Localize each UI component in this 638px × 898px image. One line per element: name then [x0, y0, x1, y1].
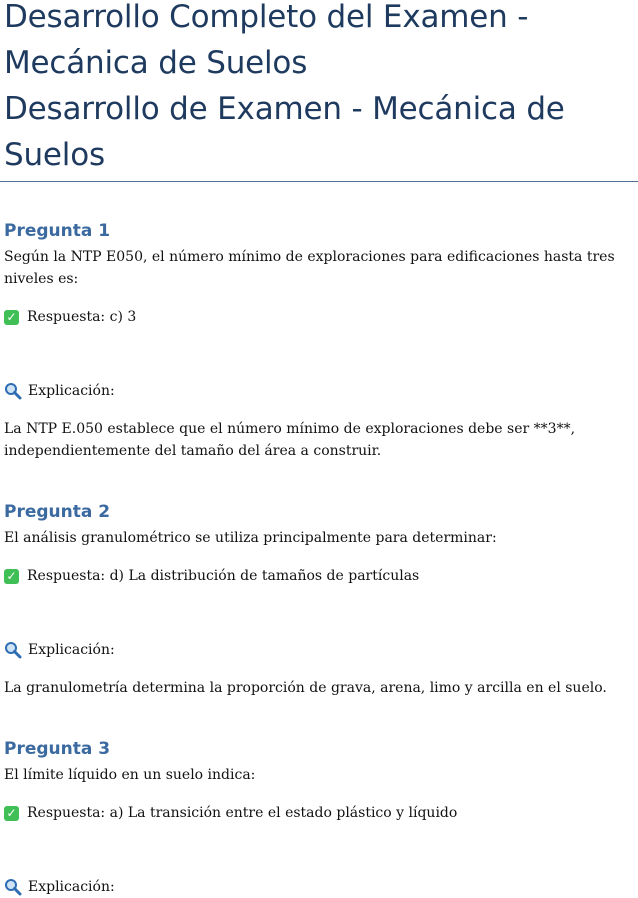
question-text: Según la NTP E050, el número mínimo de exploraciones para edificaciones hasta tres niveles es:	[4, 249, 615, 287]
magnifier-icon	[4, 641, 22, 659]
document-title	[0, 0, 630, 178]
answer-line	[4, 802, 624, 824]
answer-text: Respuesta: d) La distribución de tamaños de partículas	[27, 568, 420, 584]
explanation-line	[4, 380, 624, 402]
explanation-text: La granulometría determina la proporción de grava, arena, limo y arcilla en el suelo.	[4, 680, 607, 696]
explanation-label: Explicación:	[28, 879, 115, 895]
explanation-text: La NTP E.050 establece que el número mínimo de exploraciones debe ser **3**, independientemente del tamaño del área a construir.	[4, 421, 576, 459]
check-mark-icon: ✓	[4, 569, 19, 584]
check-mark-icon: ✓	[4, 310, 19, 325]
answer-line	[4, 565, 624, 587]
title-line-1: Desarrollo Completo del Examen -	[4, 0, 529, 35]
explanation-label: Explicación:	[28, 383, 115, 399]
answer-text: Respuesta: c) 3	[27, 309, 137, 325]
question-text: El límite líquido en un suelo indica:	[4, 767, 256, 783]
title-line-3: Desarrollo de Examen - Mecánica de	[4, 91, 565, 127]
question-heading: Pregunta 2	[4, 502, 111, 522]
question-1	[4, 220, 624, 462]
title-divider	[0, 181, 638, 182]
answer-line	[4, 306, 624, 328]
question-2	[4, 501, 624, 699]
explanation-line	[4, 639, 624, 661]
check-mark-icon: ✓	[4, 806, 19, 821]
title-line-2: Mecánica de Suelos	[4, 45, 308, 81]
magnifier-icon	[4, 878, 22, 896]
explanation-line	[4, 876, 624, 898]
title-line-4: Suelos	[4, 137, 105, 173]
question-3	[4, 738, 624, 898]
question-heading: Pregunta 1	[4, 221, 111, 241]
explanation-label: Explicación:	[28, 642, 115, 658]
magnifier-icon	[4, 382, 22, 400]
question-text: El análisis granulométrico se utiliza principalmente para determinar:	[4, 530, 497, 546]
answer-text: Respuesta: a) La transición entre el estado plástico y líquido	[27, 805, 458, 821]
question-heading: Pregunta 3	[4, 739, 111, 759]
